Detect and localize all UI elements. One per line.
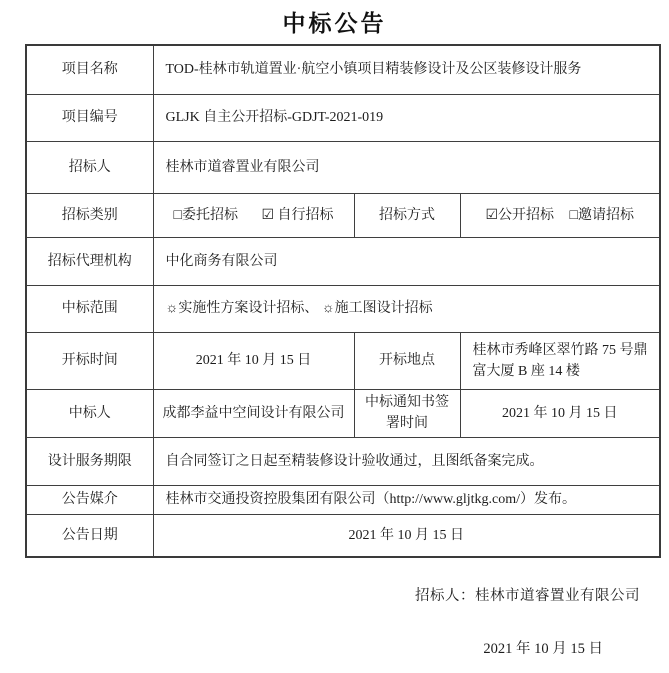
footer-signer: 招标人：桂林市道睿置业有限公司 <box>415 588 640 604</box>
table-row-tender-agency <box>26 237 660 285</box>
row-value: GLJK 自主公开招标-GDJT-2021-019 <box>153 94 660 141</box>
table-row-tender-category <box>26 193 660 237</box>
table-row-bid-opening <box>26 332 660 389</box>
row-label: 开标时间 <box>26 332 153 389</box>
row-value: TOD-桂林市轨道置业·航空小镇项目精装修设计及公区装修设计服务 <box>153 45 660 94</box>
table-row-announcement-media <box>26 485 660 514</box>
row-label: 项目名称 <box>26 45 153 94</box>
row-value-method-options <box>460 193 660 237</box>
row-label-opening-place: 开标地点 <box>354 332 460 389</box>
row-label: 中标人 <box>26 389 153 437</box>
row-value: ☼实施性方案设计招标、 ☼施工图设计招标 <box>153 285 660 332</box>
bid-announcement-table <box>25 44 661 558</box>
page-title: 中标公告 <box>282 11 387 36</box>
row-value: 桂林市交通投资控股集团有限公司（http://www.gljtkg.com/）发布。 <box>153 485 660 514</box>
checkbox-option-invited: □邀请招标 <box>569 207 635 223</box>
footer-date: 2021 年 10 月 15 日 <box>483 641 603 657</box>
row-value-opening-place: 桂林市秀峰区翠竹路 75 号鼎富大厦 B 座 14 楼 <box>460 332 660 389</box>
row-value-category-options <box>153 193 354 237</box>
row-label: 公告日期 <box>26 514 153 557</box>
checkbox-option-open-checked: ☑公开招标 <box>485 207 555 223</box>
table-row-tenderer <box>26 141 660 193</box>
row-value-opening-time: 2021 年 10 月 15 日 <box>153 332 354 389</box>
checkbox-option-self-checked: ☑ 自行招标 <box>261 207 334 223</box>
table-row-project-name <box>26 45 660 94</box>
row-label: 公告媒介 <box>26 485 153 514</box>
row-label: 中标范围 <box>26 285 153 332</box>
row-value-notice-sign-time: 2021 年 10 月 15 日 <box>460 389 660 437</box>
row-label: 招标类别 <box>26 193 153 237</box>
row-value-winner: 成都李益中空间设计有限公司 <box>153 389 354 437</box>
table-row-project-number <box>26 94 660 141</box>
table-row-award-scope <box>26 285 660 332</box>
row-value: 桂林市道睿置业有限公司 <box>153 141 660 193</box>
table-row-announcement-date <box>26 514 660 557</box>
row-value: 2021 年 10 月 15 日 <box>153 514 660 557</box>
row-label: 招标人 <box>26 141 153 193</box>
row-label: 项目编号 <box>26 94 153 141</box>
row-label: 设计服务期限 <box>26 437 153 485</box>
row-label-tender-method: 招标方式 <box>354 193 460 237</box>
table-row-service-period <box>26 437 660 485</box>
checkbox-option-entrusted: □委托招标 <box>173 207 238 223</box>
row-value: 中化商务有限公司 <box>153 237 660 285</box>
row-value: 自合同签订之日起至精装修设计验收通过，且图纸备案完成。 <box>153 437 660 485</box>
table-row-winner <box>26 389 660 437</box>
row-label-notice-sign-time: 中标通知书签署时间 <box>354 389 460 437</box>
row-label: 招标代理机构 <box>26 237 153 285</box>
